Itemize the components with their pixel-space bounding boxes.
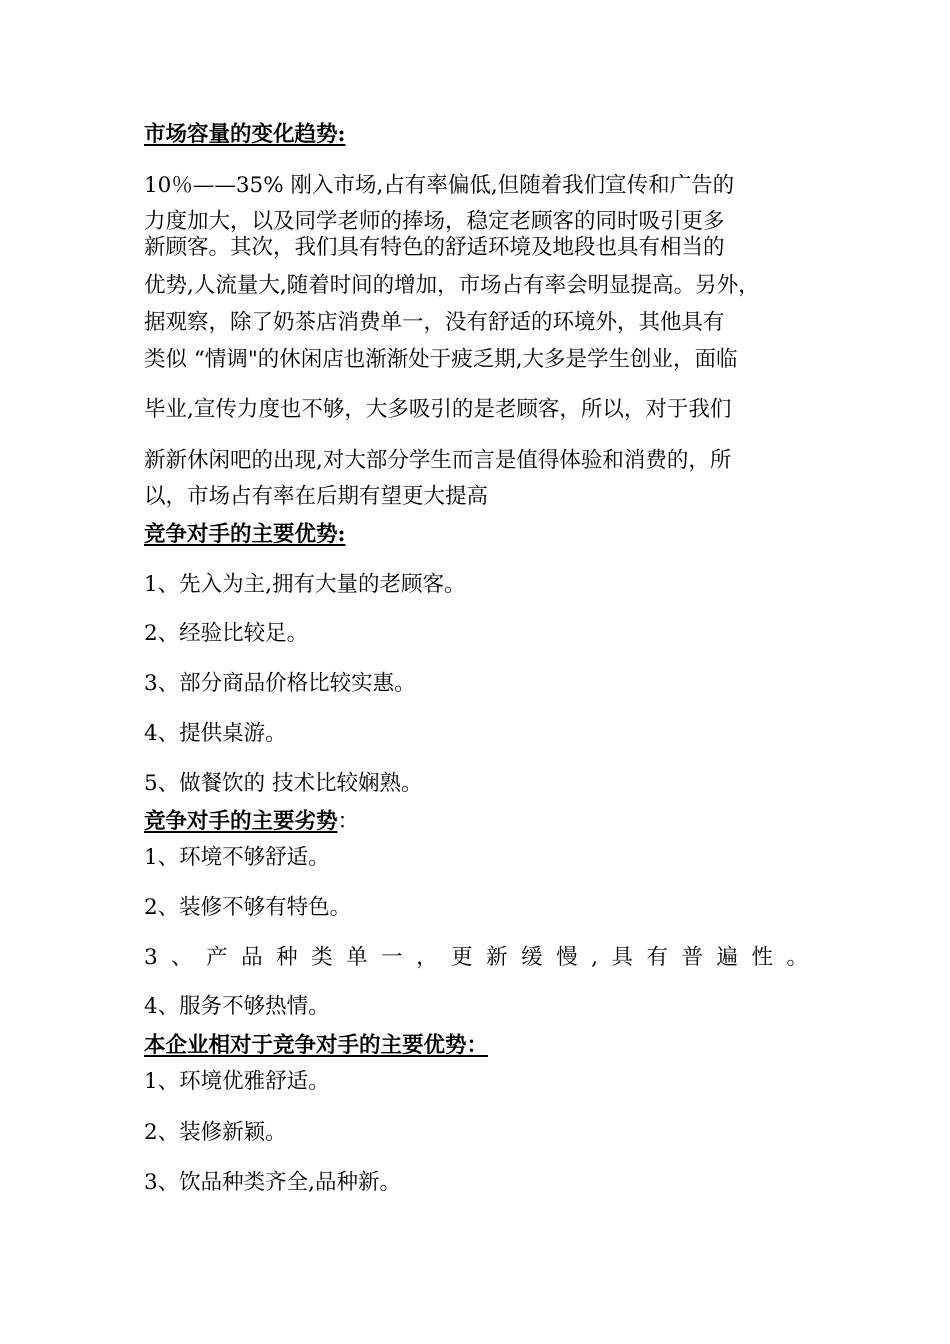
our-advantage-1: 1、环境优雅舒适。 [144, 1069, 330, 1094]
competitor-weakness-2: 2、装修不够有特色。 [144, 895, 352, 920]
competitor-weakness-1: 1、环境不够舒适。 [144, 845, 330, 870]
market-line-5: 据观察，除了奶茶店消费单一，没有舒适的环境外，其他具有 [144, 310, 725, 335]
heading-competitor-weaknesses-line [144, 808, 359, 836]
competitor-strength-4: 4、提供桌游。 [144, 721, 287, 746]
market-line-8: 新新休闲吧的出现,对大部分学生而言是值得体验和消费的，所 [144, 448, 732, 473]
market-line-4: 优势,人流量大,随着时间的增加，市场占有率会明显提高。另外， [144, 273, 760, 298]
competitor-strength-1: 1、先入为主,拥有大量的老顾客。 [144, 572, 466, 597]
competitor-strength-3: 3、部分商品价格比较实惠。 [144, 671, 416, 696]
competitor-weakness-4: 4、服务不够热情。 [144, 994, 330, 1019]
heading-market-trend: 市场容量的变化趋势: [144, 122, 346, 147]
heading-our-advantages: 本企业相对于竞争对手的主要优势： [144, 1033, 489, 1058]
competitor-weakness-3: 3、产品种类单一，更新缓慢,具有普遍性。 [144, 945, 822, 970]
competitor-strength-2: 2、经验比较足。 [144, 621, 309, 646]
competitor-strength-5: 5、做餐饮的 技术比较娴熟。 [144, 771, 423, 796]
heading-competitor-weaknesses: 竞争对手的主要劣势 [144, 809, 338, 834]
our-advantage-3: 3、饮品种类齐全,品种新。 [144, 1170, 402, 1195]
market-line-6: 类似 “情调"的休闲店也渐渐处于疲乏期,大多是学生创业，面临 [144, 347, 738, 372]
market-line-9: 以，市场占有率在后期有望更大提高 [144, 484, 489, 509]
market-line-3: 新顾客。其次，我们具有特色的舒适环境及地段也具有相当的 [144, 235, 725, 260]
our-advantage-2: 2、装修新颖。 [144, 1120, 287, 1145]
heading-competitor-strengths: 竞争对手的主要优势: [144, 522, 346, 547]
market-line-2: 力度加大，以及同学老师的捧场，稳定老顾客的同时吸引更多 [144, 209, 725, 234]
market-line-7: 毕业,宣传力度也不够，大多吸引的是老顾客，所以，对于我们 [144, 397, 732, 422]
market-line-1: 10％——35% 刚入市场,占有率偏低,但随着我们宣传和广告的 [144, 173, 735, 198]
heading-competitor-weaknesses-colon: ： [337, 809, 360, 834]
